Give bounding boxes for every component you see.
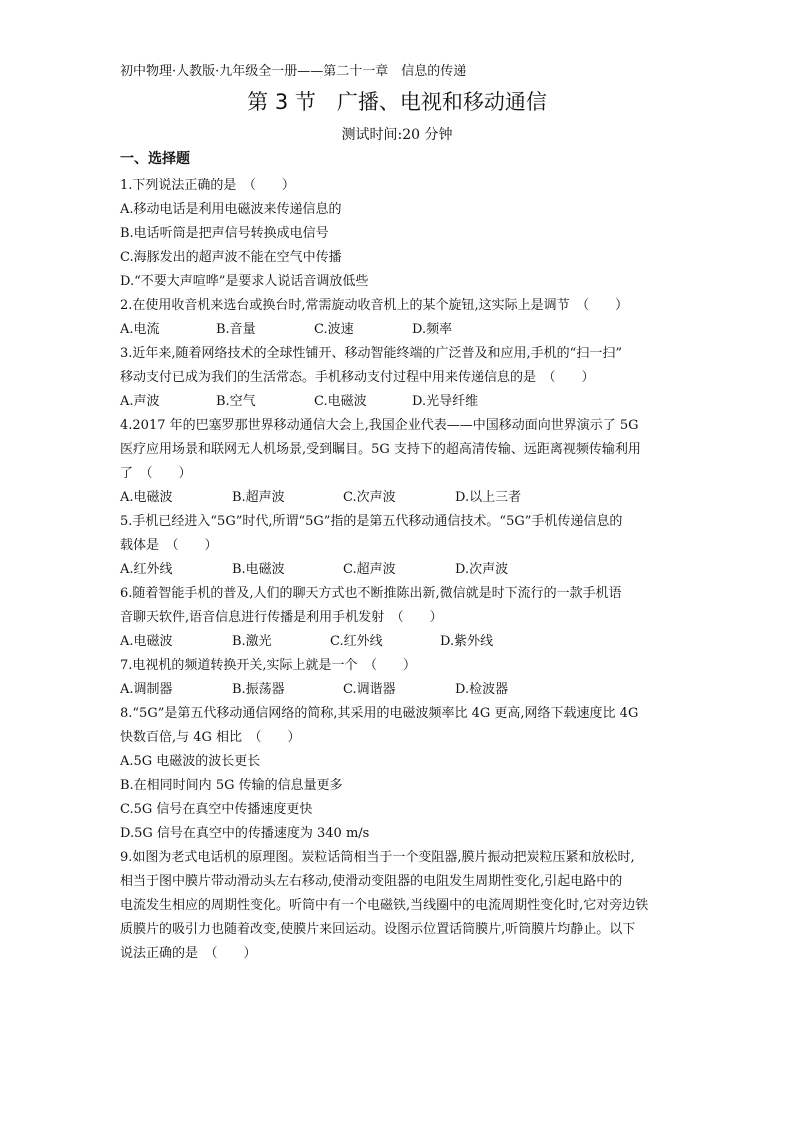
question-3-option-a: A.声波 bbox=[120, 394, 160, 409]
question-8-line-1: 8.“5G”是第五代移动通信网络的简称,其采用的电磁波频率比 4G 更高,网络下载速度比 4G bbox=[120, 706, 639, 721]
question-7-option-a: A.调制器 bbox=[120, 682, 173, 697]
question-2-option-a: A.电流 bbox=[120, 322, 160, 337]
question-9-line-3: 电流发生相应的周期性变化。听筒中有一个电磁铁,当线圈中的电流周期性变化时,它对旁边铁 bbox=[120, 898, 649, 913]
question-5-line-2: 载体是 （ ） bbox=[120, 538, 218, 553]
question-5-option-a: A.红外线 bbox=[120, 562, 173, 577]
question-4-option-d: D.以上三者 bbox=[455, 490, 522, 505]
page-title: 第 3 节 广播、电视和移动通信 bbox=[247, 90, 547, 114]
question-5-line-1: 5.手机已经进入“5G”时代,所谓“5G”指的是第五代移动通信技术。“5G”手机传递信息的 bbox=[120, 514, 623, 529]
question-6-option-a: A.电磁波 bbox=[120, 634, 173, 649]
question-7-option-d: D.检波器 bbox=[455, 682, 509, 697]
question-2-option-c: C.波速 bbox=[314, 322, 354, 337]
question-7-line-1: 7.电视机的频道转换开关,实际上就是一个 （ ） bbox=[120, 658, 417, 673]
question-9-line-1: 9.如图为老式电话机的原理图。炭粒话筒相当于一个变阻器,膜片振动把炭粒压紧和放松时, bbox=[120, 850, 635, 865]
question-2-line-1: 2.在使用收音机来选台或换台时,常需旋动收音机上的某个旋钮,这实际上是调节 （ ） bbox=[120, 298, 629, 313]
question-7-option-c: C.调谐器 bbox=[343, 682, 396, 697]
question-2-option-d: D.频率 bbox=[412, 322, 453, 337]
question-3-line-1: 3.近年来,随着网络技术的全球性铺开、移动智能终端的广泛普及和应用,手机的“扫一扫” bbox=[120, 346, 622, 361]
question-8-option-c: C.5G 信号在真空中传播速度更快 bbox=[120, 802, 313, 817]
question-3-option-c: C.电磁波 bbox=[314, 394, 367, 409]
question-5-option-b: B.电磁波 bbox=[232, 562, 285, 577]
section-heading: 一、选择题 bbox=[120, 151, 190, 167]
question-3-option-d: D.光导纤维 bbox=[412, 394, 479, 409]
question-3-line-2: 移动支付已成为我们的生活常态。手机移动支付过程中用来传递信息的是 （ ） bbox=[120, 370, 595, 385]
question-6-line-2: 音聊天软件,语音信息进行传播是利用手机发射 （ ） bbox=[120, 610, 443, 625]
question-8-option-a: A.5G 电磁波的波长更长 bbox=[120, 754, 261, 769]
question-4-line-1: 4.2017 年的巴塞罗那世界移动通信大会上,我国企业代表——中国移动面向世界演示了 5G bbox=[120, 418, 639, 433]
question-6-option-c: C.红外线 bbox=[330, 634, 383, 649]
question-1-option-b: B.电话听筒是把声信号转换成电信号 bbox=[120, 226, 329, 241]
question-9-line-4: 质膜片的吸引力也随着改变,使膜片来回运动。设图示位置话筒膜片,听筒膜片均静止。以下 bbox=[120, 922, 636, 937]
question-6-option-d: D.紫外线 bbox=[440, 634, 494, 649]
question-5-option-d: D.次声波 bbox=[455, 562, 509, 577]
question-1-option-c: C.海豚发出的超声波不能在空气中传播 bbox=[120, 250, 342, 265]
question-8-option-b: B.在相同时间内 5G 传输的信息量更多 bbox=[120, 778, 343, 793]
question-1-line-1: 1.下列说法正确的是 （ ） bbox=[120, 178, 295, 193]
question-6-option-b: B.激光 bbox=[232, 634, 272, 649]
question-5-option-c: C.超声波 bbox=[343, 562, 396, 577]
question-1-option-a: A.移动电话是利用电磁波来传递信息的 bbox=[120, 202, 342, 217]
question-4-option-a: A.电磁波 bbox=[120, 490, 173, 505]
test-time: 测试时间:20 分钟 bbox=[341, 127, 453, 143]
question-1-option-d: D.“不要大声喧哗”是要求人说话音调放低些 bbox=[120, 274, 369, 289]
question-9-line-2: 相当于图中膜片带动滑动头左右移动,使滑动变阻器的电阻发生周期性变化,引起电路中的 bbox=[120, 874, 623, 889]
question-4-line-2: 医疗应用场景和联网无人机场景,受到瞩目。5G 支持下的超高清传输、远距离视频传输利用 bbox=[120, 442, 641, 457]
question-7-option-b: B.振荡器 bbox=[232, 682, 285, 697]
question-3-option-b: B.空气 bbox=[216, 394, 256, 409]
question-8-option-d: D.5G 信号在真空中的传播速度为 340 m/s bbox=[120, 826, 370, 841]
question-2-option-b: B.音量 bbox=[216, 322, 256, 337]
question-4-option-c: C.次声波 bbox=[343, 490, 396, 505]
question-4-line-3: 了 （ ） bbox=[120, 466, 192, 481]
question-8-line-2: 快数百倍,与 4G 相比 （ ） bbox=[120, 730, 301, 745]
page-header: 初中物理·人教版·九年级全一册——第二十一章 信息的传递 bbox=[120, 64, 467, 79]
question-4-option-b: B.超声波 bbox=[232, 490, 285, 505]
question-6-line-1: 6.随着智能手机的普及,人们的聊天方式也不断推陈出新,微信就是时下流行的一款手机语 bbox=[120, 586, 622, 601]
question-9-line-5: 说法正确的是 （ ） bbox=[120, 946, 257, 961]
